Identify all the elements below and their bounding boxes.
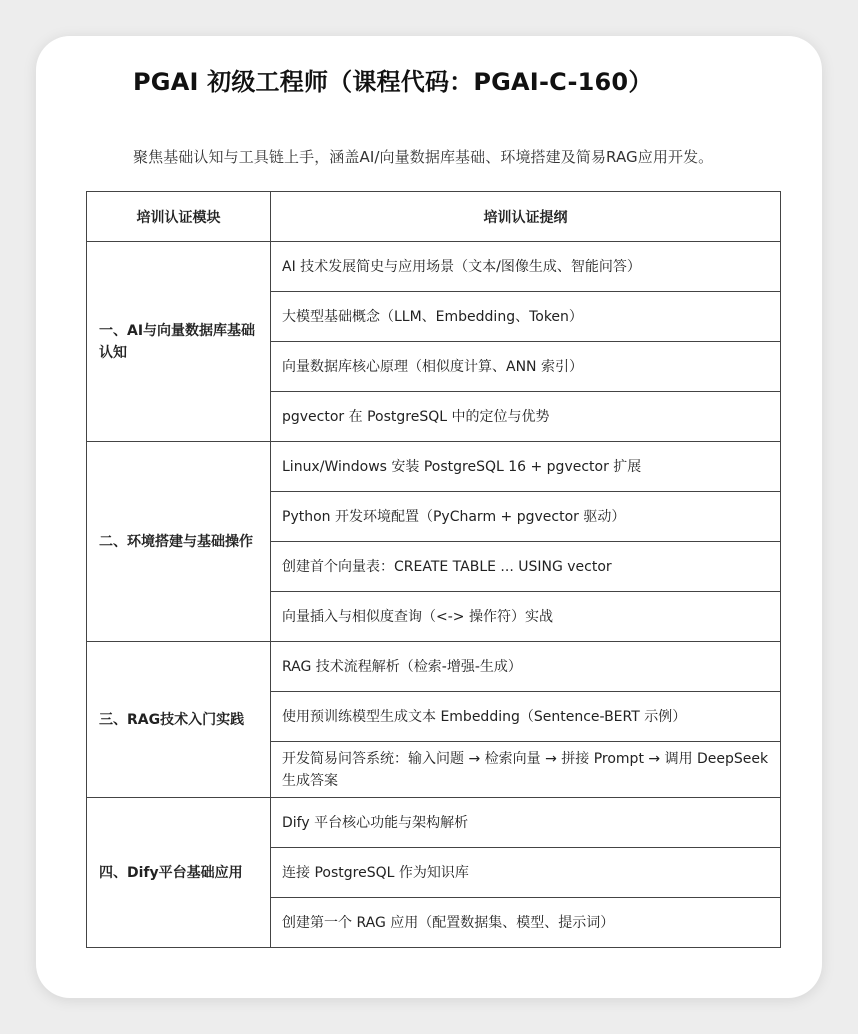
outline-item: 创建第一个 RAG 应用（配置数据集、模型、提示词） — [271, 898, 781, 948]
module-name: 二、环境搭建与基础操作 — [87, 442, 271, 642]
table-header-row — [87, 192, 781, 242]
outline-item: Python 开发环境配置（PyCharm + pgvector 驱动） — [271, 492, 781, 542]
table-row — [87, 642, 781, 692]
table-row — [87, 242, 781, 292]
document-card — [36, 36, 822, 998]
outline-item: 创建首个向量表：CREATE TABLE ... USING vector — [271, 542, 781, 592]
module-name: 一、AI与向量数据库基础认知 — [87, 242, 271, 442]
outline-item: Dify 平台核心功能与架构解析 — [271, 798, 781, 848]
outline-item: pgvector 在 PostgreSQL 中的定位与优势 — [271, 392, 781, 442]
header-outline: 培训认证提纲 — [271, 192, 781, 242]
table-row — [87, 442, 781, 492]
intro-paragraph: 聚焦基础认知与工具链上手，涵盖AI/向量数据库基础、环境搭建及简易RAG应用开发。 — [133, 148, 714, 166]
outline-item: 大模型基础概念（LLM、Embedding、Token） — [271, 292, 781, 342]
outline-item: RAG 技术流程解析（检索-增强-生成） — [271, 642, 781, 692]
outline-item: 向量数据库核心原理（相似度计算、ANN 索引） — [271, 342, 781, 392]
outline-item: Linux/Windows 安装 PostgreSQL 16 + pgvector 扩展 — [271, 442, 781, 492]
outline-item: AI 技术发展简史与应用场景（文本/图像生成、智能问答） — [271, 242, 781, 292]
outline-item: 向量插入与相似度查询（<-> 操作符）实战 — [271, 592, 781, 642]
module-name: 四、Dify平台基础应用 — [87, 798, 271, 948]
table-row — [87, 798, 781, 848]
module-name: 三、RAG技术入门实践 — [87, 642, 271, 798]
outline-item: 开发简易问答系统：输入问题 → 检索向量 → 拼接 Prompt → 调用 DeepSeek 生成答案 — [271, 742, 781, 798]
header-module: 培训认证模块 — [87, 192, 271, 242]
outline-item: 使用预训练模型生成文本 Embedding（Sentence-BERT 示例） — [271, 692, 781, 742]
training-outline-table — [86, 191, 781, 948]
outline-item: 连接 PostgreSQL 作为知识库 — [271, 848, 781, 898]
page-title: PGAI 初级工程师（课程代码：PGAI-C-160） — [133, 68, 653, 96]
